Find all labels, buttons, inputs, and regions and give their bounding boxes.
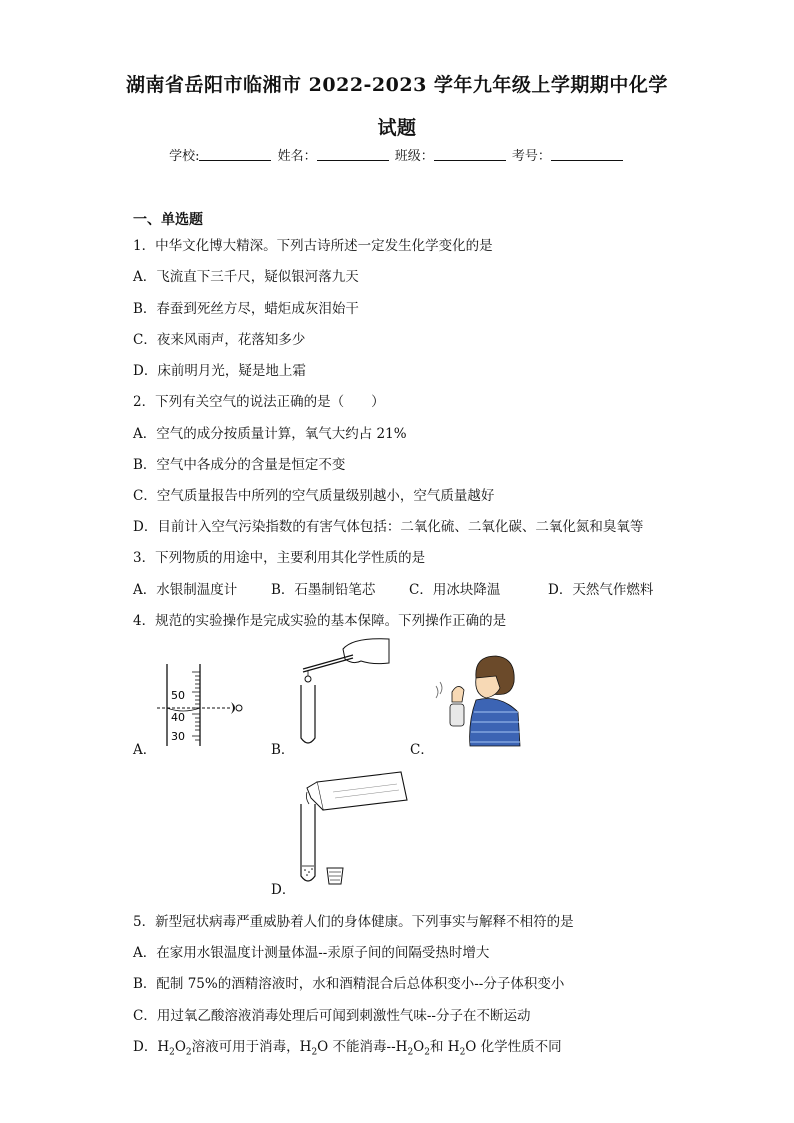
page-title: 湖南省岳阳市临湘市 2022-2023 学年九年级上学期期中化学 (126, 74, 668, 96)
q2-option-d: D．目前计入空气污染指数的有害气体包括：二氧化硫、二氧化碳、二氧化氮和臭氧等 (133, 519, 644, 535)
q2-option-c: C．空气质量报告中所列的空气质量级别越小，空气质量越好 (133, 488, 495, 504)
school-blank (199, 148, 271, 161)
eye-pupil-icon (236, 705, 242, 711)
section-heading: 一、单选题 (133, 212, 203, 228)
q3-option-c: C．用冰块降温 (409, 582, 501, 598)
page-title-continued: 试题 (377, 117, 417, 139)
smelling-gas-figure (430, 652, 522, 748)
q1-option-a: A．飞流直下三千尺，疑似银河落九天 (133, 269, 359, 285)
q5-option-b: B．配制 75%的酒精溶液时，水和酒精混合后总体积变小--分子体积变小 (133, 976, 565, 992)
gas-wave-icon (436, 686, 438, 698)
eye-icon (231, 702, 235, 714)
test-tube-tweezers-figure (293, 635, 393, 748)
q4-option-d-label: D． (271, 882, 296, 898)
q5-option-c: C．用过氧乙酸溶液消毒处理后可闻到刺激性气味--分子在不断运动 (133, 1008, 531, 1024)
q1-option-b: B．春蚕到死丝方尽，蜡炬成灰泪始干 (133, 301, 359, 317)
class-label: 班级： (394, 149, 434, 164)
q4-option-b-label: B． (271, 742, 295, 758)
cylinder-tick-label: 30 (171, 730, 185, 743)
test-tube-icon (301, 804, 315, 881)
q1-option-c: C．夜来风雨声，花落知多少 (133, 332, 306, 348)
number-blank (551, 148, 623, 161)
name-label: 姓名： (277, 149, 317, 164)
test-tube-icon (301, 685, 315, 743)
tweezers-icon (303, 655, 353, 669)
cylinder-tick-label: 40 (171, 711, 185, 724)
reagent-bottle-icon (317, 772, 407, 810)
hand-icon (343, 639, 389, 664)
q3-option-a: A．水银制温度计 (133, 582, 238, 598)
q2-option-b: B．空气中各成分的含量是恒定不变 (133, 457, 346, 473)
q4-option-c-label: C． (410, 742, 434, 758)
name-blank (317, 148, 389, 161)
school-label: 学校: (169, 149, 200, 164)
q5-option-d: D．$H_2O_2$溶液可用于消毒，$H_2O$ 不能消毒$--H_2O_2$和 $H_2O$ 化学性质不同 (133, 1039, 562, 1058)
q3-stem: 3．下列物质的用途中，主要利用其化学性质的是 (133, 550, 426, 566)
cylinder-tick-marks (192, 672, 200, 740)
graduated-cylinder-figure (155, 662, 250, 748)
q1-stem: 1．中华文化博大精深。下列古诗所述一定发生化学变化的是 (133, 238, 493, 254)
q4-option-a-label: A． (133, 742, 157, 758)
q1-option-d: D．床前明月光，疑是地上霜 (133, 363, 306, 379)
q5-option-a: A．在家用水银温度计测量体温--汞原子间的间隔受热时增大 (133, 945, 490, 961)
q3-option-b: B．石墨制铅笔芯 (271, 582, 376, 598)
number-label: 考号： (511, 149, 551, 164)
tube-liquid-dots (304, 868, 313, 876)
q2-option-a: A．空气的成分按质量计算，氧气大约占 21% (133, 426, 407, 442)
q5-stem: 5．新型冠状病毒严重威胁着人们的身体健康。下列事实与解释不相符的是 (133, 914, 574, 930)
student-info-row (0, 145, 794, 164)
q3-option-d: D．天然气作燃料 (548, 582, 654, 598)
cylinder-tick-label: 50 (171, 689, 185, 702)
pouring-liquid-figure (293, 770, 413, 888)
liquid-stream-icon (306, 792, 309, 804)
solid-granule-icon (305, 676, 311, 682)
gas-bottle-icon (450, 704, 464, 726)
class-blank (434, 148, 506, 161)
q2-stem: 2．下列有关空气的说法正确的是（ ） (133, 394, 385, 410)
q4-stem: 4．规范的实验操作是完成实验的基本保障。下列操作正确的是 (133, 613, 507, 629)
fanning-hand-icon (452, 686, 464, 702)
